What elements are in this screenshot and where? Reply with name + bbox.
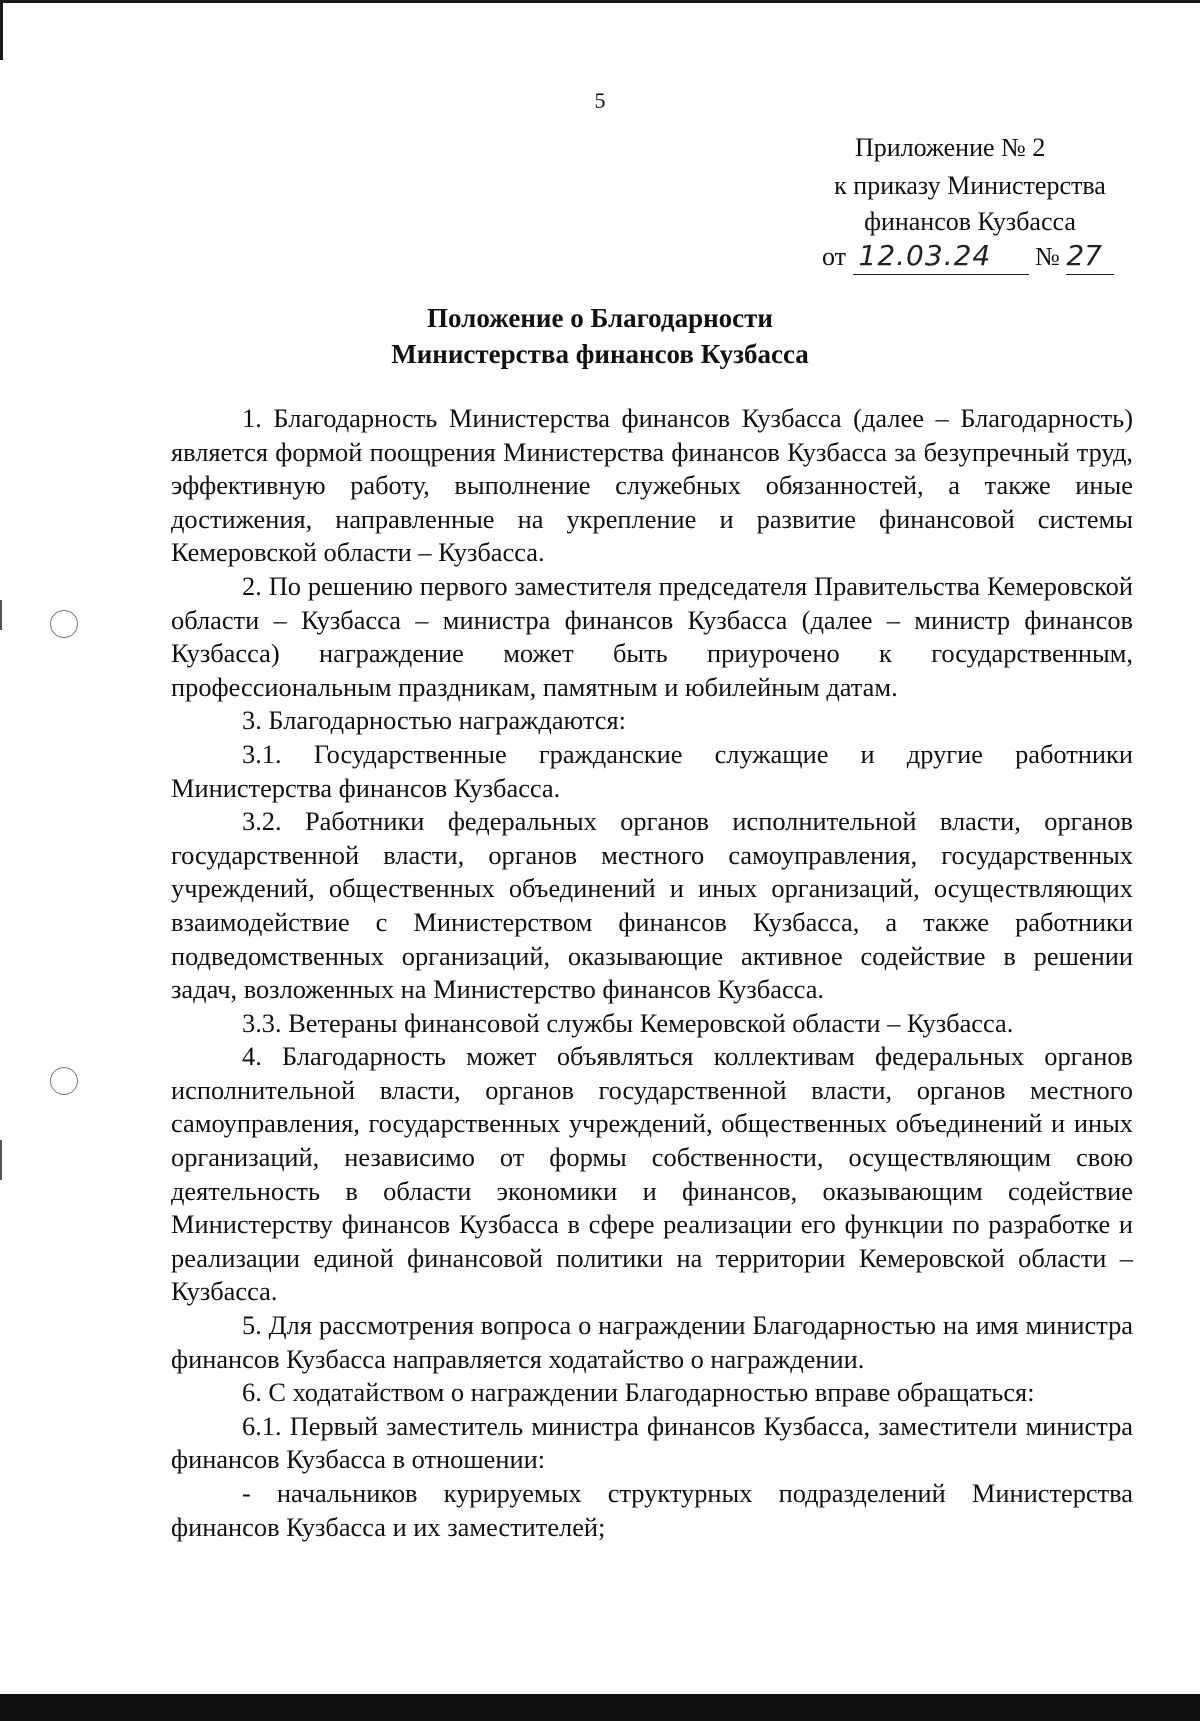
annex-order-ref: к приказу Министерства — [834, 171, 1106, 200]
document-title — [0, 300, 1200, 372]
paragraph: 6.1. Первый заместитель министра финансов Кузбасса, заместители министра финансов Кузбасса в отношении: — [171, 1410, 1133, 1475]
paragraph: - начальников курируемых структурных подразделений Министерства финансов Кузбасса и их заместителей; — [171, 1478, 1133, 1542]
title-line: Положение о Благодарности — [427, 303, 773, 333]
punch-hole — [50, 610, 78, 638]
paragraph: 3.1. Государственные гражданские служащие и другие работники Министерства финансов Кузбасса. — [171, 738, 1133, 803]
paragraph: 2. По решению первого заместителя председателя Правительства Кемеровской области – Кузбасса – министра финансов Кузбасса (далее – министр финансов Кузбасса) награждение может быть приурочено к государственным, профессиональным праздникам, памятным и юбилейным датам. — [171, 570, 1133, 702]
scan-edge-left — [0, 0, 3, 60]
punch-hole — [50, 1067, 78, 1095]
annex-ministry: финансов Кузбасса — [864, 207, 1076, 236]
page-number: 5 — [594, 88, 606, 113]
title-line: Министерства финансов Кузбасса — [391, 339, 809, 369]
handwritten-date: 12.03.24 — [853, 238, 1029, 275]
scan-mark — [0, 1140, 2, 1180]
number-label: № — [1035, 242, 1060, 271]
annex-number: Приложение № 2 — [855, 133, 1046, 162]
paragraph: 4. Благодарность может объявляться коллективам федеральных органов исполнительной власти, органов государственной власти, органов местного самоуправления, государственных учреждений, общественных объединений и иных организаций, независимо от формы собственности, осуществляющим свою деятельность в области экономики и финансов, оказывающим содействие Министерству финансов Кузбасса в сфере реализации его функции по разработке и реализации единой финансовой политики на территории Кемеровской области – Кузбасса. — [171, 1041, 1133, 1307]
document-body — [171, 402, 1133, 1544]
from-label: от — [822, 242, 847, 271]
handwritten-number: 27 — [1066, 238, 1114, 275]
paragraph: 3.2. Работники федеральных органов исполнительной власти, органов государственной власти, органов местного самоуправления, государственных учреждений, общественных объединений и иных организаций, осуществляющих взаимодействие с Министерством финансов Кузбасса, а также работники подведомственных организаций, оказывающие активное содействие в решении задач, возложенных на Министерство финансов Кузбасса. — [171, 806, 1133, 1005]
paragraph: 1. Благодарность Министерства финансов Кузбасса (далее – Благодарность) является формой поощрения Министерства финансов Кузбасса за безупречный труд, эффективную работу, выполнение служебных обязанностей, а также иные достижения, направленные на укрепление и развитие финансовой системы Кемеровской области – Кузбасса. — [171, 403, 1133, 568]
scan-mark — [0, 600, 2, 630]
scan-edge-top — [0, 0, 1200, 3]
paragraph: 3.3. Ветераны финансовой службы Кемеровской области – Кузбасса. — [242, 1007, 1014, 1038]
paragraph: 3. Благодарностью награждаются: — [242, 705, 626, 736]
scan-edge-bottom — [0, 1694, 1200, 1721]
paragraph: 6. С ходатайством о награждении Благодарностью вправе обращаться: — [242, 1377, 1035, 1408]
annex-date-number — [822, 238, 1142, 275]
paragraph: 5. Для рассмотрения вопроса о награждении Благодарностью на имя министра финансов Кузбасса направляется ходатайство о награждении. — [171, 1310, 1133, 1374]
